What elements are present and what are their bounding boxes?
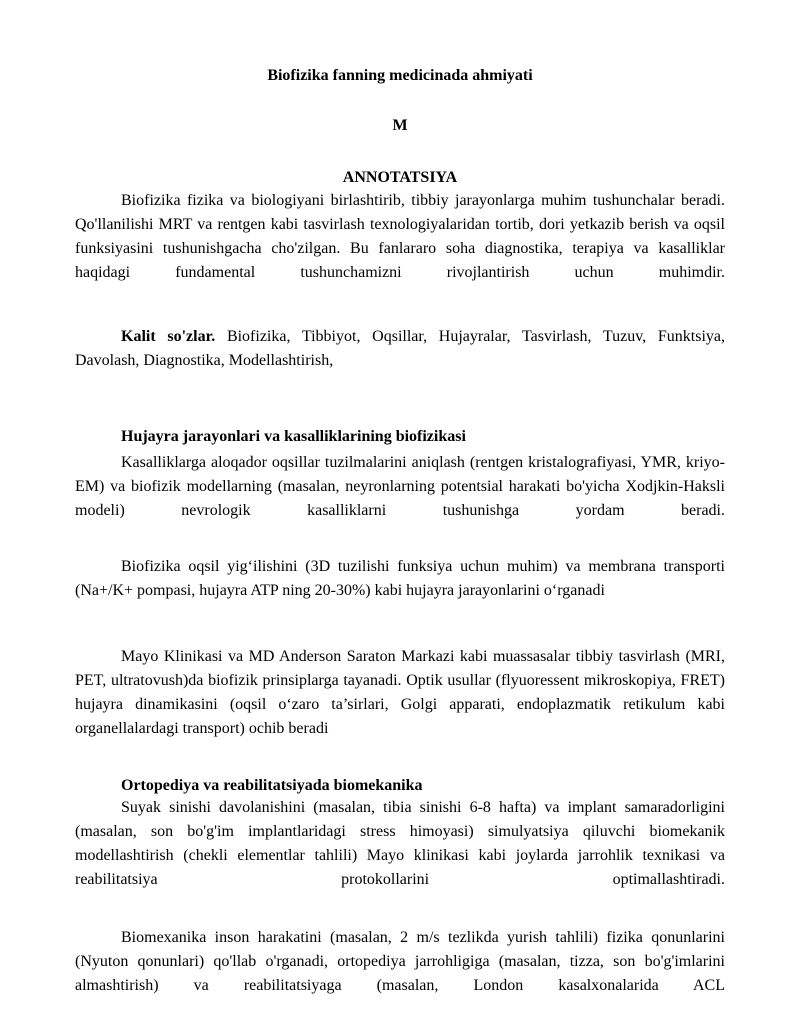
paragraph-protein-structures: Kasalliklarga aloqador oqsillar tuzilmalarini aniqlash (rentgen kristalografiyasi, YMR, kriyo-EM) va biofizik modellarning (masalan, neyronlarning potentsial harakati bo'yicha Xodjkin-Haksli modeli) nevrologik kasalliklarni tushunishga yordam beradi. (75, 454, 725, 519)
keywords-paragraph (75, 325, 725, 373)
section-heading-biomechanics: Ortopediya va reabilitatsiyada biomekanika (121, 777, 423, 794)
keywords-list: Biofizika, Tibbiyot, Oqsillar, Hujayralar, Tasvirlash, Tuzuv, Funktsiya, Davolash, Diagnostika, Modellashtirish, (75, 328, 726, 369)
paragraph-bone-fracture: Suyak sinishi davolanishini (masalan, tibia sinishi 6-8 hafta) va implant samaradorligini (masalan, son bo'g'im implantlaridagi stress himoyasi) simulyatsiya qiluvchi biomekanik modellashtirish (chekli elementlar tahlili) Mayo klinikasi kabi joylarda jarrohlik texnikasi va reabilitatsiya protokollarini optimallashtiradi. (75, 799, 725, 888)
paragraph-human-movement: Biomexanika inson harakatini (masalan, 2 m/s tezlikda yurish tahlili) fizika qonunlarini (Nyuton qonunlari) qo'llab o'rganadi, ortopediya jarrohligiga (masalan, tizza, son bo'g'imlarini almashtirish) va reabilitatsiyaga (masalan, London kasalxonalarida ACL (75, 929, 725, 994)
annotation-paragraph: Biofizika fizika va biologiyani birlashtirib, tibbiy jarayonlarga muhim tushunchalar beradi. Qo'llanilishi MRT va rentgen kabi tasvirlash texnologiyalaridan tortib, dori yetkazib berish va oqsil funksiyasini tushunishgacha cho'zilgan. Bu fanlararo soha diagnostika, terapiya va kasalliklar haqidagi fundamental tushunchamizni rivojlantirish uchun muhimdir. (75, 192, 725, 281)
annotation-heading: ANNOTATSIYA (342, 169, 458, 186)
author-initial: M (392, 117, 408, 134)
section-heading-cell-processes: Hujayra jarayonlari va kasalliklarining biofizikasi (121, 428, 466, 445)
paragraph-medical-imaging: Mayo Klinikasi va MD Anderson Saraton Markazi kabi muassasalar tibbiy tasvirlash (MRI, PET, ultratovush)da biofizik prinsiplarga tayanadi. Optik usullar (flyuoressent mikroskopiya, FRET) hujayra dinamikasini (oqsil o‘zaro ta’sirlari, Golgi apparati, endoplazmatik retikulum kabi organellalardagi transport) ochib beradi (75, 648, 725, 737)
paragraph-protein-folding: Biofizika oqsil yig‘ilishini (3D tuzilishi funksiya uchun muhim) va membrana transporti (Na+/K+ pompasi, hujayra ATP ning 20-30%) kabi hujayra jarayonlarini o‘rganadi (75, 558, 725, 599)
document-title: Biofizika fanning medicinada ahmiyati (267, 67, 533, 84)
keywords-label: Kalit so'zlar. (121, 328, 216, 345)
